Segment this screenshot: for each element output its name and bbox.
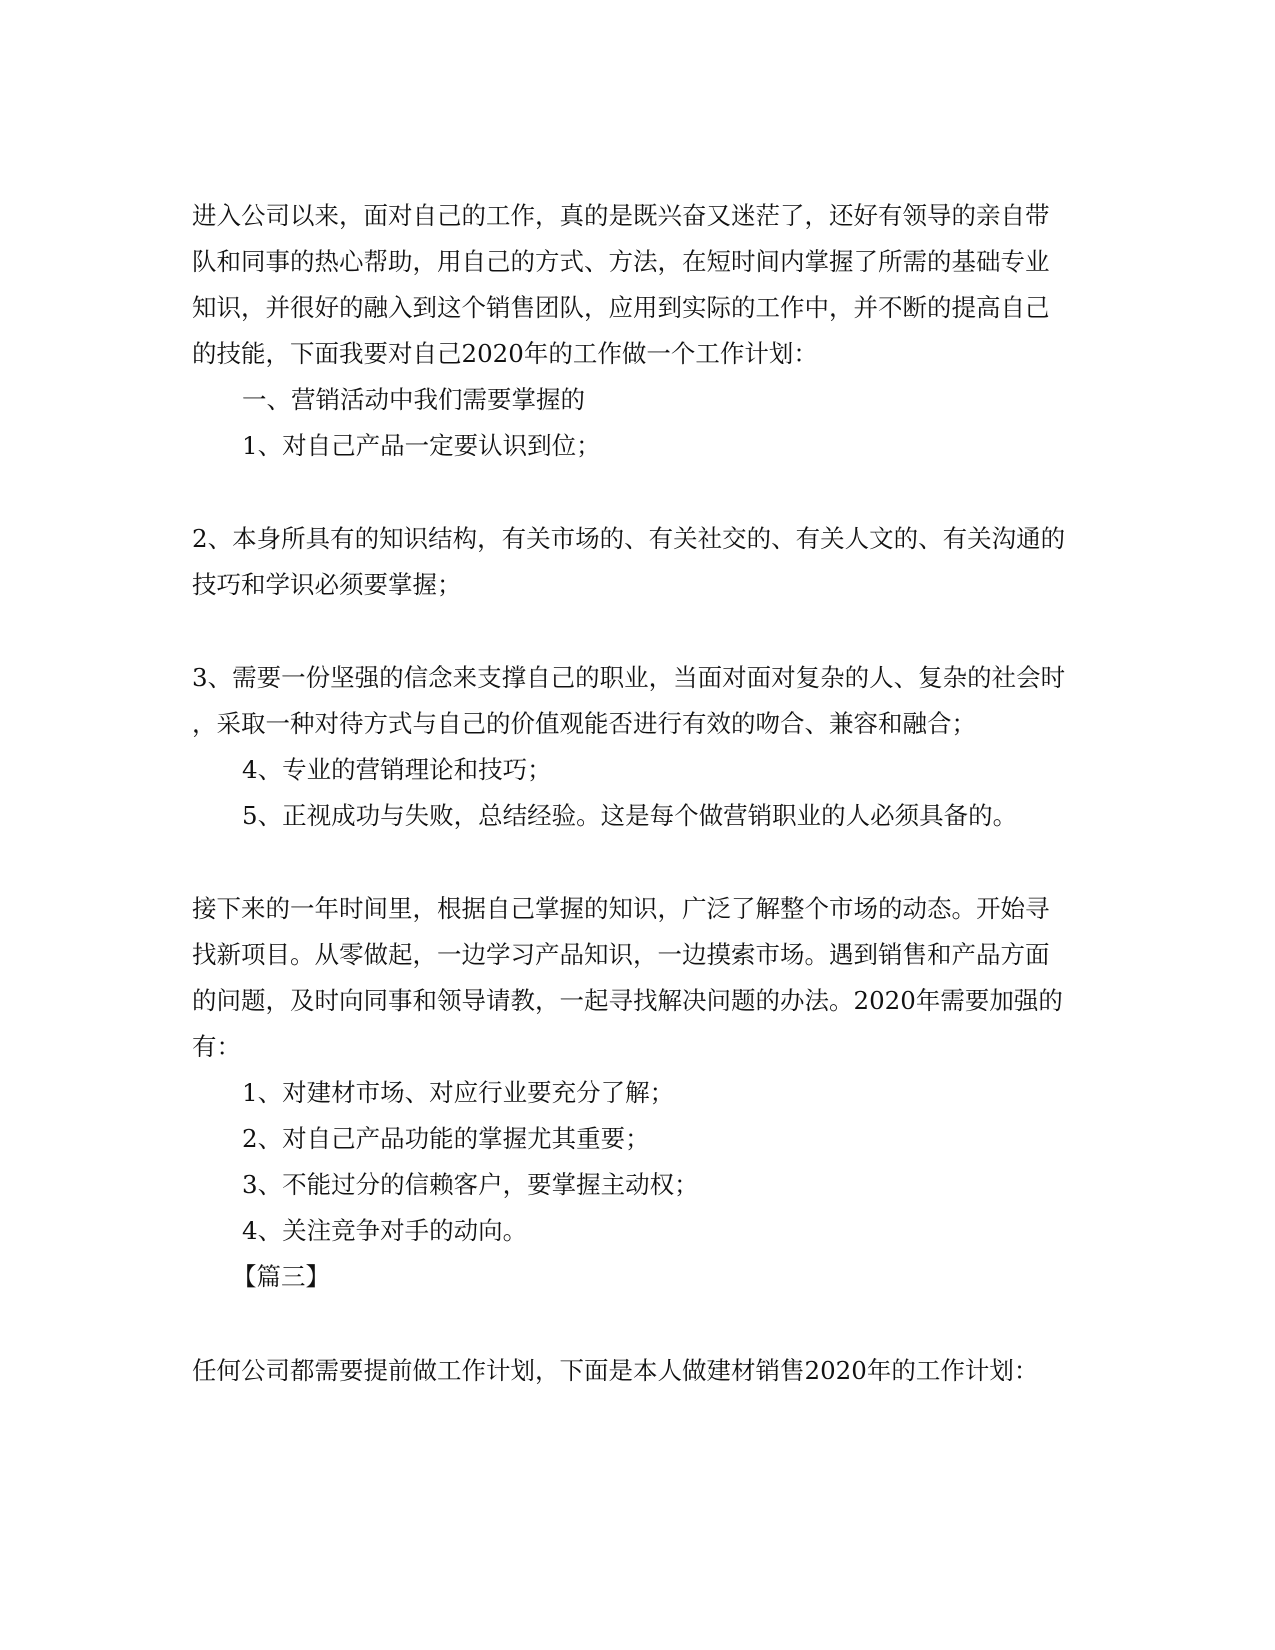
list-item-line: ，采取一种对待方式与自己的价值观能否进行有效的吻合、兼容和融合； bbox=[192, 709, 976, 738]
paragraph-line: 知识，并很好的融入到这个销售团队，应用到实际的工作中，并不断的提高自己 bbox=[192, 293, 1050, 322]
paragraph-line: 队和同事的热心帮助，用自己的方式、方法，在短时间内掌握了所需的基础专业 bbox=[192, 247, 1050, 276]
list-item-line: 技巧和学识必须要掌握； bbox=[192, 570, 462, 599]
list-item: 1、对自己产品一定要认识到位； bbox=[242, 431, 601, 460]
list-item-line: 3、需要一份坚强的信念来支撑自己的职业，当面对面对复杂的人、复杂的社会时 bbox=[192, 663, 1066, 692]
list-item: 2、对自己产品功能的掌握尤其重要； bbox=[242, 1124, 650, 1153]
paragraph-line: 进入公司以来，面对自己的工作，真的是既兴奋又迷茫了，还好有领导的亲自带 bbox=[192, 201, 1050, 230]
list-item: 4、专业的营销理论和技巧； bbox=[242, 755, 552, 784]
paragraph-line: 有： bbox=[192, 1032, 241, 1061]
section-heading: 一、营销活动中我们需要掌握的 bbox=[242, 385, 585, 414]
list-item: 3、不能过分的信赖客户，要掌握主动权； bbox=[242, 1170, 699, 1199]
paragraph-line: 的技能，下面我要对自己2020年的工作做一个工作计划： bbox=[192, 339, 818, 368]
paragraph-line: 接下来的一年时间里，根据自己掌握的知识，广泛了解整个市场的动态。开始寻 bbox=[192, 894, 1050, 923]
list-item-line: 2、本身所具有的知识结构，有关市场的、有关社交的、有关人文的、有关沟通的 bbox=[192, 524, 1066, 553]
list-item: 5、正视成功与失败，总结经验。这是每个做营销职业的人必须具备的。 bbox=[242, 801, 1018, 830]
paragraph-line: 任何公司都需要提前做工作计划，下面是本人做建材销售2020年的工作计划： bbox=[192, 1356, 1039, 1385]
paragraph-line: 的问题，及时向同事和领导请教，一起寻找解决问题的办法。2020年需要加强的 bbox=[192, 986, 1063, 1015]
list-item: 4、关注竞争对手的动向。 bbox=[242, 1216, 528, 1245]
paragraph-line: 找新项目。从零做起，一边学习产品知识，一边摸索市场。遇到销售和产品方面 bbox=[192, 940, 1050, 969]
list-item: 1、对建材市场、对应行业要充分了解； bbox=[242, 1078, 675, 1107]
section-heading: 【篇三】 bbox=[232, 1262, 330, 1291]
